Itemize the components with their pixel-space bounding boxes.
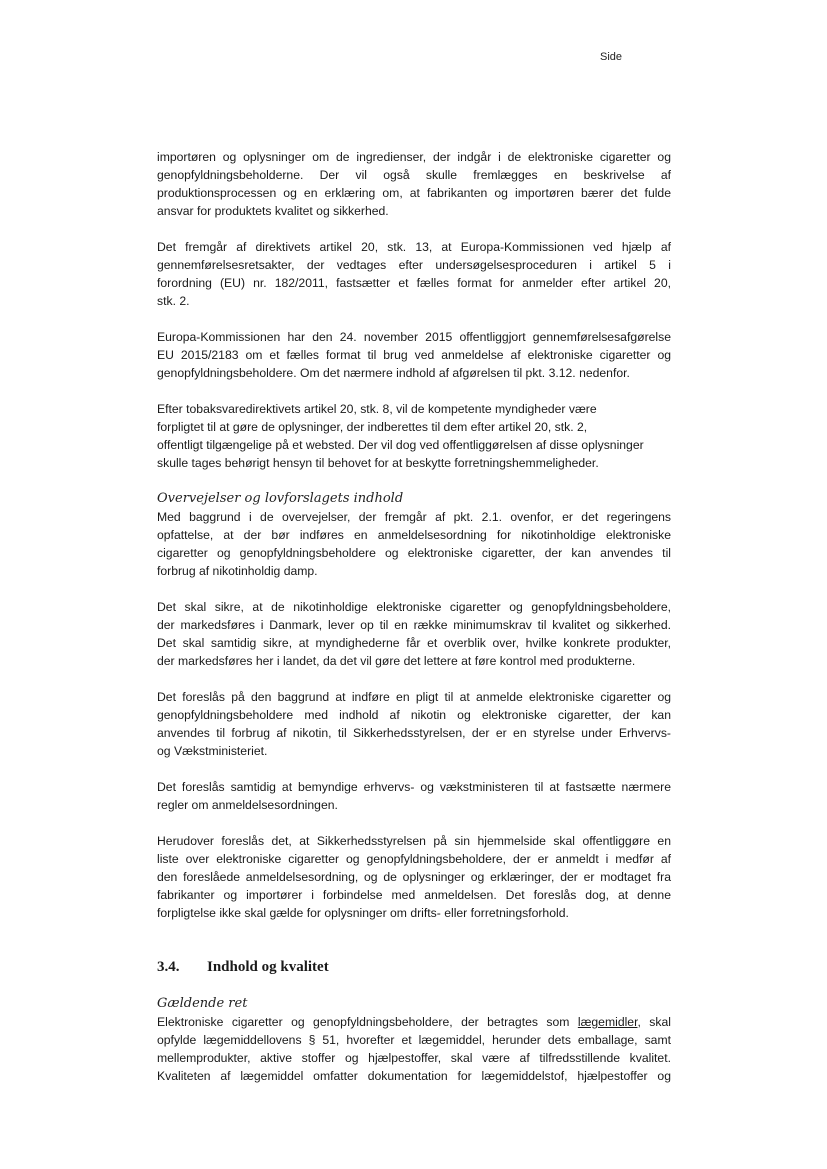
text-line: EU 2015/2183 om et fælles format til brug ved anmeldelse af elektroniske cigaretter og xyxy=(157,348,671,362)
text-line: regler om anmeldelsesordningen. xyxy=(157,798,338,812)
text-line: forordning (EU) nr. 182/2011, fastsætter et fælles format for anmelder efter artikel 20, xyxy=(157,276,671,290)
text-line: der markedsføres her i landet, da det vil gøre det lettere at føre kontrol med produkterne. xyxy=(157,654,636,668)
text-line: offentligt tilgængelige på et websted. Der vil dog ved offentliggørelsen af disse oplysninger xyxy=(157,438,644,452)
text-line: importøren og oplysninger om de ingredienser, der indgår i de elektroniske cigaretter og xyxy=(157,150,671,164)
subheading: Gældende ret xyxy=(157,996,248,1011)
text-line: fabrikanter og importører i forbindelse med anmeldelsen. Det foreslås dog, at denne xyxy=(157,888,671,902)
text-line: stk. 2. xyxy=(157,294,190,308)
paragraph xyxy=(157,598,671,670)
text-line: genopfyldningsbeholderne. Der vil også skulle fremlægges en beskrivelse af xyxy=(157,168,671,182)
text-line xyxy=(157,1013,671,1031)
text-line: Efter tobaksvaredirektivets artikel 20, stk. 8, vil de kompetente myndigheder være xyxy=(157,402,597,416)
paragraph xyxy=(157,832,671,922)
paragraph xyxy=(157,238,671,310)
text-line: Det skal sikre, at de nikotinholdige elektroniske cigaretter og genopfyldningsbeholdere, xyxy=(157,600,671,614)
text-line: skulle tages behørigt hensyn til behovet for at beskytte forretningshemmeligheder. xyxy=(157,456,599,470)
paragraph xyxy=(157,508,671,580)
text-line: produktionsprocessen og en erklæring om, at fabrikanten og importøren bærer det fulde xyxy=(157,186,671,200)
section-title: Indhold og kvalitet xyxy=(207,959,329,975)
section-number: 3.4. xyxy=(157,959,180,975)
text-line: genopfyldningsbeholdere. Om det nærmere indhold af afgørelsen til pkt. 3.12. nedenfor. xyxy=(157,366,630,380)
text-segment: , skal xyxy=(637,1015,671,1029)
paragraph xyxy=(157,400,671,472)
text-line: opfylde lægemiddellovens § 51, hvorefter et lægemiddel, herunder dets emballage, samt xyxy=(157,1033,671,1047)
text-line: Kvaliteten af lægemiddel omfatter dokumentation for lægemiddelstof, hjælpestoffer og xyxy=(157,1069,671,1083)
text-line: den foreslåede anmeldelsesordning, og de oplysninger og erklæringer, der er modtaget fra xyxy=(157,870,671,884)
text-line: genopfyldningsbeholdere med indhold af nikotin og elektroniske cigaretter, der kan xyxy=(157,708,671,722)
paragraph xyxy=(157,688,671,760)
text-line: Det skal samtidig sikre, at myndighederne får et overblik over, hvilke konkrete produkter, xyxy=(157,636,671,650)
text-line: der markedsføres i Danmark, lever op til en række minimumskrav til kvalitet og sikkerhed. xyxy=(157,618,671,632)
section-heading xyxy=(157,959,671,977)
text-line: forpligtelse ikke skal gælde for oplysninger om drifts- eller forretningsforhold. xyxy=(157,906,569,920)
text-line: Med baggrund i de overvejelser, der fremgår af pkt. 2.1. ovenfor, er det regeringens xyxy=(157,510,671,524)
text-line: forbrug af nikotinholdig damp. xyxy=(157,564,318,578)
text-line: mellemprodukter, aktive stoffer og hjælpestoffer, skal være af tilfredsstillende kvalitet. xyxy=(157,1051,671,1065)
text-line: ansvar for produktets kvalitet og sikkerhed. xyxy=(157,204,389,218)
page-label: Side xyxy=(600,51,623,63)
paragraph xyxy=(157,1013,671,1085)
paragraph xyxy=(157,778,671,814)
text-line: Det foreslås på den baggrund at indføre en pligt til at anmelde elektroniske cigaretter og xyxy=(157,690,671,704)
text-line: opfattelse, at der bør indføres en anmeldelsesordning for nikotinholdige elektroniske xyxy=(157,528,671,542)
text-line: Det fremgår af direktivets artikel 20, stk. 13, at Europa-Kommissionen ved hjælp af xyxy=(157,240,671,254)
text-line: anvendes til forbrug af nikotin, til Sikkerhedsstyrelsen, der er en styrelse under Erhvervs- xyxy=(157,726,671,740)
text-segment: Elektroniske cigaretter og genopfyldningsbeholdere, der betragtes som xyxy=(157,1015,578,1029)
text-line: forpligtet til at gøre de oplysninger, der indberettes til dem efter artikel 20, stk. 2, xyxy=(157,420,588,434)
text-line: Det foreslås samtidig at bemyndige erhvervs- og vækstministeren til at fastsætte nærmere xyxy=(157,780,671,794)
text-line: Europa-Kommissionen har den 24. november 2015 offentliggjort gennemførelsesafgørelse xyxy=(157,330,671,344)
paragraph xyxy=(157,328,671,382)
subheading: Overvejelser og lovforslagets indhold xyxy=(157,491,404,506)
text-line: liste over elektroniske cigaretter og genopfyldningsbeholdere, der er anmeldt i medfør af xyxy=(157,852,671,866)
text-line: gennemførelsesretsakter, der vedtages efter undersøgelsesproceduren i artikel 5 i xyxy=(157,258,671,272)
document-body xyxy=(157,148,671,1103)
text-line: og Vækstministeriet. xyxy=(157,744,268,758)
text-line: Herudover foreslås det, at Sikkerhedsstyrelsen på sin hjemmelside skal offentliggøre en xyxy=(157,834,671,848)
text-line: cigaretter og genopfyldningsbeholdere og elektroniske cigaretter, der kan anvendes til xyxy=(157,546,671,560)
paragraph xyxy=(157,148,671,220)
link-lægemidler[interactable]: lægemidler xyxy=(577,1015,638,1029)
